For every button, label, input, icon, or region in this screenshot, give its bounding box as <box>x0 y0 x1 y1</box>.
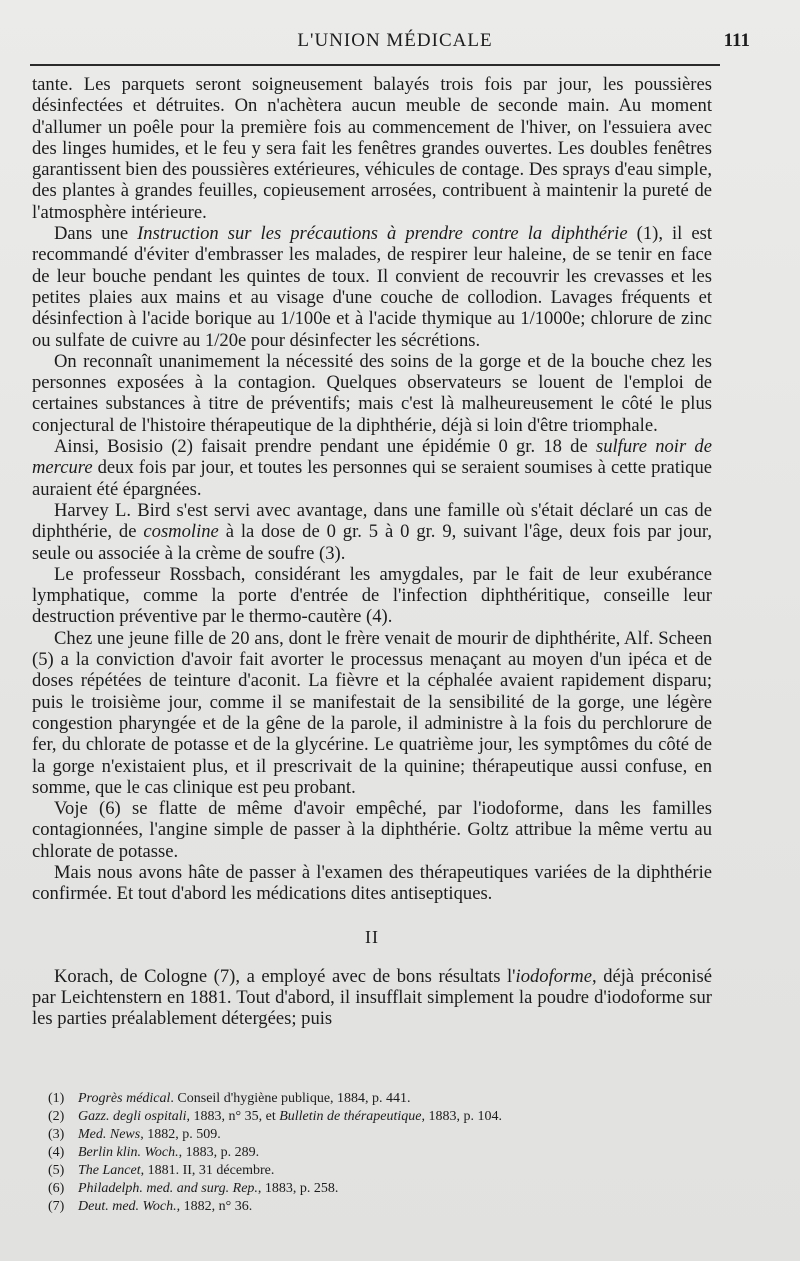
italic-text: cosmoline <box>143 521 219 543</box>
italic-text: Instruction sur les précautions à prendre contre la diphthérie <box>137 223 628 245</box>
text-run: Harvey L. Bird s'est servi avec avantage, dans une famille où s'était déclaré un cas de diphthérie, de <box>32 499 712 543</box>
footnotes <box>48 1090 708 1216</box>
text-run: , 1882, p. 509. <box>140 1127 221 1142</box>
paragraph <box>32 798 712 862</box>
paragraph <box>32 500 712 564</box>
paragraph <box>32 564 712 628</box>
italic-text: The Lancet <box>78 1163 141 1178</box>
footnote-number: (7) <box>48 1199 65 1214</box>
italic-text: Philadelph. med. and surg. Rep. <box>78 1181 258 1196</box>
closing-paragraph <box>32 966 712 1030</box>
italic-text: Berlin klin. Woch. <box>78 1145 179 1160</box>
footnote <box>48 1126 708 1144</box>
footnote-number: (1) <box>48 1091 65 1106</box>
text-run: , 1883, p. 289. <box>178 1145 260 1160</box>
text-run: On reconnaît unanimement la nécessité des soins de la gorge et de la bouche chez les personnes exposées à la contagion. Quelques observateurs se louent de l'emploi de certaines substances à titre de préventifs; mais c'est là malheureusement le côté le plus conjectural de l'histoire thérapeutique de la diphthérie, déjà si loin d'être triomphale. <box>32 350 712 436</box>
footnote-number: (5) <box>48 1163 65 1178</box>
text-run: à la dose de 0 gr. 5 à 0 gr. 9, suivant l'âge, deux fois par jour, seule ou associée à la crème de soufre (3). <box>32 521 712 564</box>
text-run: Mais nous avons hâte de passer à l'examen des thérapeutiques variées de la diphthérie confirmée. Et tout d'abord les médications dites antiseptiques. <box>32 861 712 905</box>
footnote <box>48 1198 708 1216</box>
footnote-number: (2) <box>48 1109 65 1124</box>
italic-text: sulfure noir de mercure <box>32 436 712 479</box>
text-run: , 1881. II, 31 décembre. <box>140 1163 275 1178</box>
page-header <box>40 30 750 62</box>
paragraph <box>32 436 712 500</box>
paragraph <box>32 223 712 351</box>
footnote <box>48 1162 708 1180</box>
text-run: , 1883, p. 104. <box>421 1109 503 1124</box>
italic-text: Med. News <box>78 1127 141 1142</box>
text-run: , 1883, p. 258. <box>257 1181 339 1196</box>
footnote <box>48 1090 708 1108</box>
paragraph <box>32 74 712 223</box>
italic-text: Deut. med. Woch. <box>78 1199 177 1214</box>
text-run: (1), il est recommandé d'éviter d'embrasser les malades, de respirer leur haleine, de se tenir en face de leur bouche pendant les quintes de toux. Il convient de recouvrir les crevasses et les petites plaies aux mains et au visage d'une couche de collodion. Lavages fréquents et désinfection à l'acide borique au 1/100e et à l'acide thymique au 1/1000e; chlorure de zinc ou sulfate de cuivre au 1/20e pour désinfecter les sécrétions. <box>32 223 712 351</box>
text-run: Le professeur Rossbach, considérant les amygdales, par le fait de leur exubérance lymphatique, comme la porte d'entrée de l'infection diphthéritique, conseille leur destruction préventive par le thermo-cautère (4). <box>32 563 712 628</box>
footnote-number: (6) <box>48 1181 65 1196</box>
text-run: . Conseil d'hygiène publique, 1884, p. 441. <box>170 1091 411 1106</box>
text-run: , 1883, n° 35, et <box>186 1109 280 1124</box>
paragraph <box>32 862 712 905</box>
paragraph-list <box>32 74 712 905</box>
paragraph <box>32 351 712 436</box>
article-body <box>32 74 712 1030</box>
text-run: , 1882, n° 36. <box>176 1199 253 1214</box>
text-run: Dans une <box>54 223 138 245</box>
text-run: Chez une jeune fille de 20 ans, dont le frère venait de mourir de diphthérite, Alf. Scheen (5) a la conviction d'avoir fait avorter le processus menaçant au moyen d'un ipéca et de doses répétées de teinture d'aconit. La fièvre et la céphalée avaient rapidement disparu; puis le troisième jour, comme il se manifestait de la sensibilité de la gorge, une légère congestion pharyngée et de la gêne de la parole, il administre à la fois du perchlorure de fer, du chlorate de potasse et de la glycérine. Le quatrième jour, les symptômes du côté de la gorge n'existaient plus, et il prescrivait de la quinine; thérapeutique aussi confuse, en somme, que le cas clinique est peu probant. <box>32 627 712 798</box>
paragraph <box>32 628 712 798</box>
italic-text: Gazz. degli ospitali <box>78 1109 187 1124</box>
text-run: Ainsi, Bosisio (2) faisait prendre pendant une épidémie 0 gr. 18 de <box>54 436 596 458</box>
running-title: L'UNION MÉDICALE <box>297 30 493 51</box>
italic-text: Progrès médical <box>78 1091 171 1106</box>
text-run: deux fois par jour, et toutes les personnes qui se seraient soumises à cette pratique auraient été épargnées. <box>32 457 712 500</box>
footnote <box>48 1180 708 1198</box>
footnote-number: (4) <box>48 1145 65 1160</box>
footnote <box>48 1144 708 1162</box>
italic-text: Bulletin de thérapeutique <box>279 1109 422 1124</box>
footnote-number: (3) <box>48 1127 65 1142</box>
page-number: 111 <box>723 30 750 51</box>
text-run: Korach, de Cologne (7), a employé avec de bons résultats l' <box>54 965 516 987</box>
text-run: tante. Les parquets seront soigneusement balayés trois fois par jour, les poussières désinfectées et détruites. On n'achètera aucun meuble de seconde main. Au moment d'allumer un poêle pour la première fois au commencement de l'hiver, on l'essuiera avec des linges humides, et le feu y sera fait les fenêtres grandes ouvertes. Les doubles fenêtres garantissent bien des poussières extérieures, véhicules de contage. Des sprays d'eau simple, des plantes à grandes feuilles, copieusement arrosées, contribuent à maintenir la pureté de l'atmosphère intérieure. <box>32 74 712 223</box>
footnote <box>48 1108 708 1126</box>
section-heading: II <box>365 926 379 947</box>
italic-text: iodoforme <box>515 965 592 987</box>
text-run: Voje (6) se flatte de même d'avoir empêché, par l'iodoforme, dans les familles contagionnées, l'angine simple de passer à la diphthérie. Goltz attribue la même vertu au chlorate de potasse. <box>32 798 712 862</box>
text-run: , déjà préconisé par Leichtenstern en 1881. Tout d'abord, il insufflait simplement la poudre d'iodoforme sur les parties préalablement détergées; puis <box>32 965 712 1030</box>
header-rule <box>30 64 720 66</box>
